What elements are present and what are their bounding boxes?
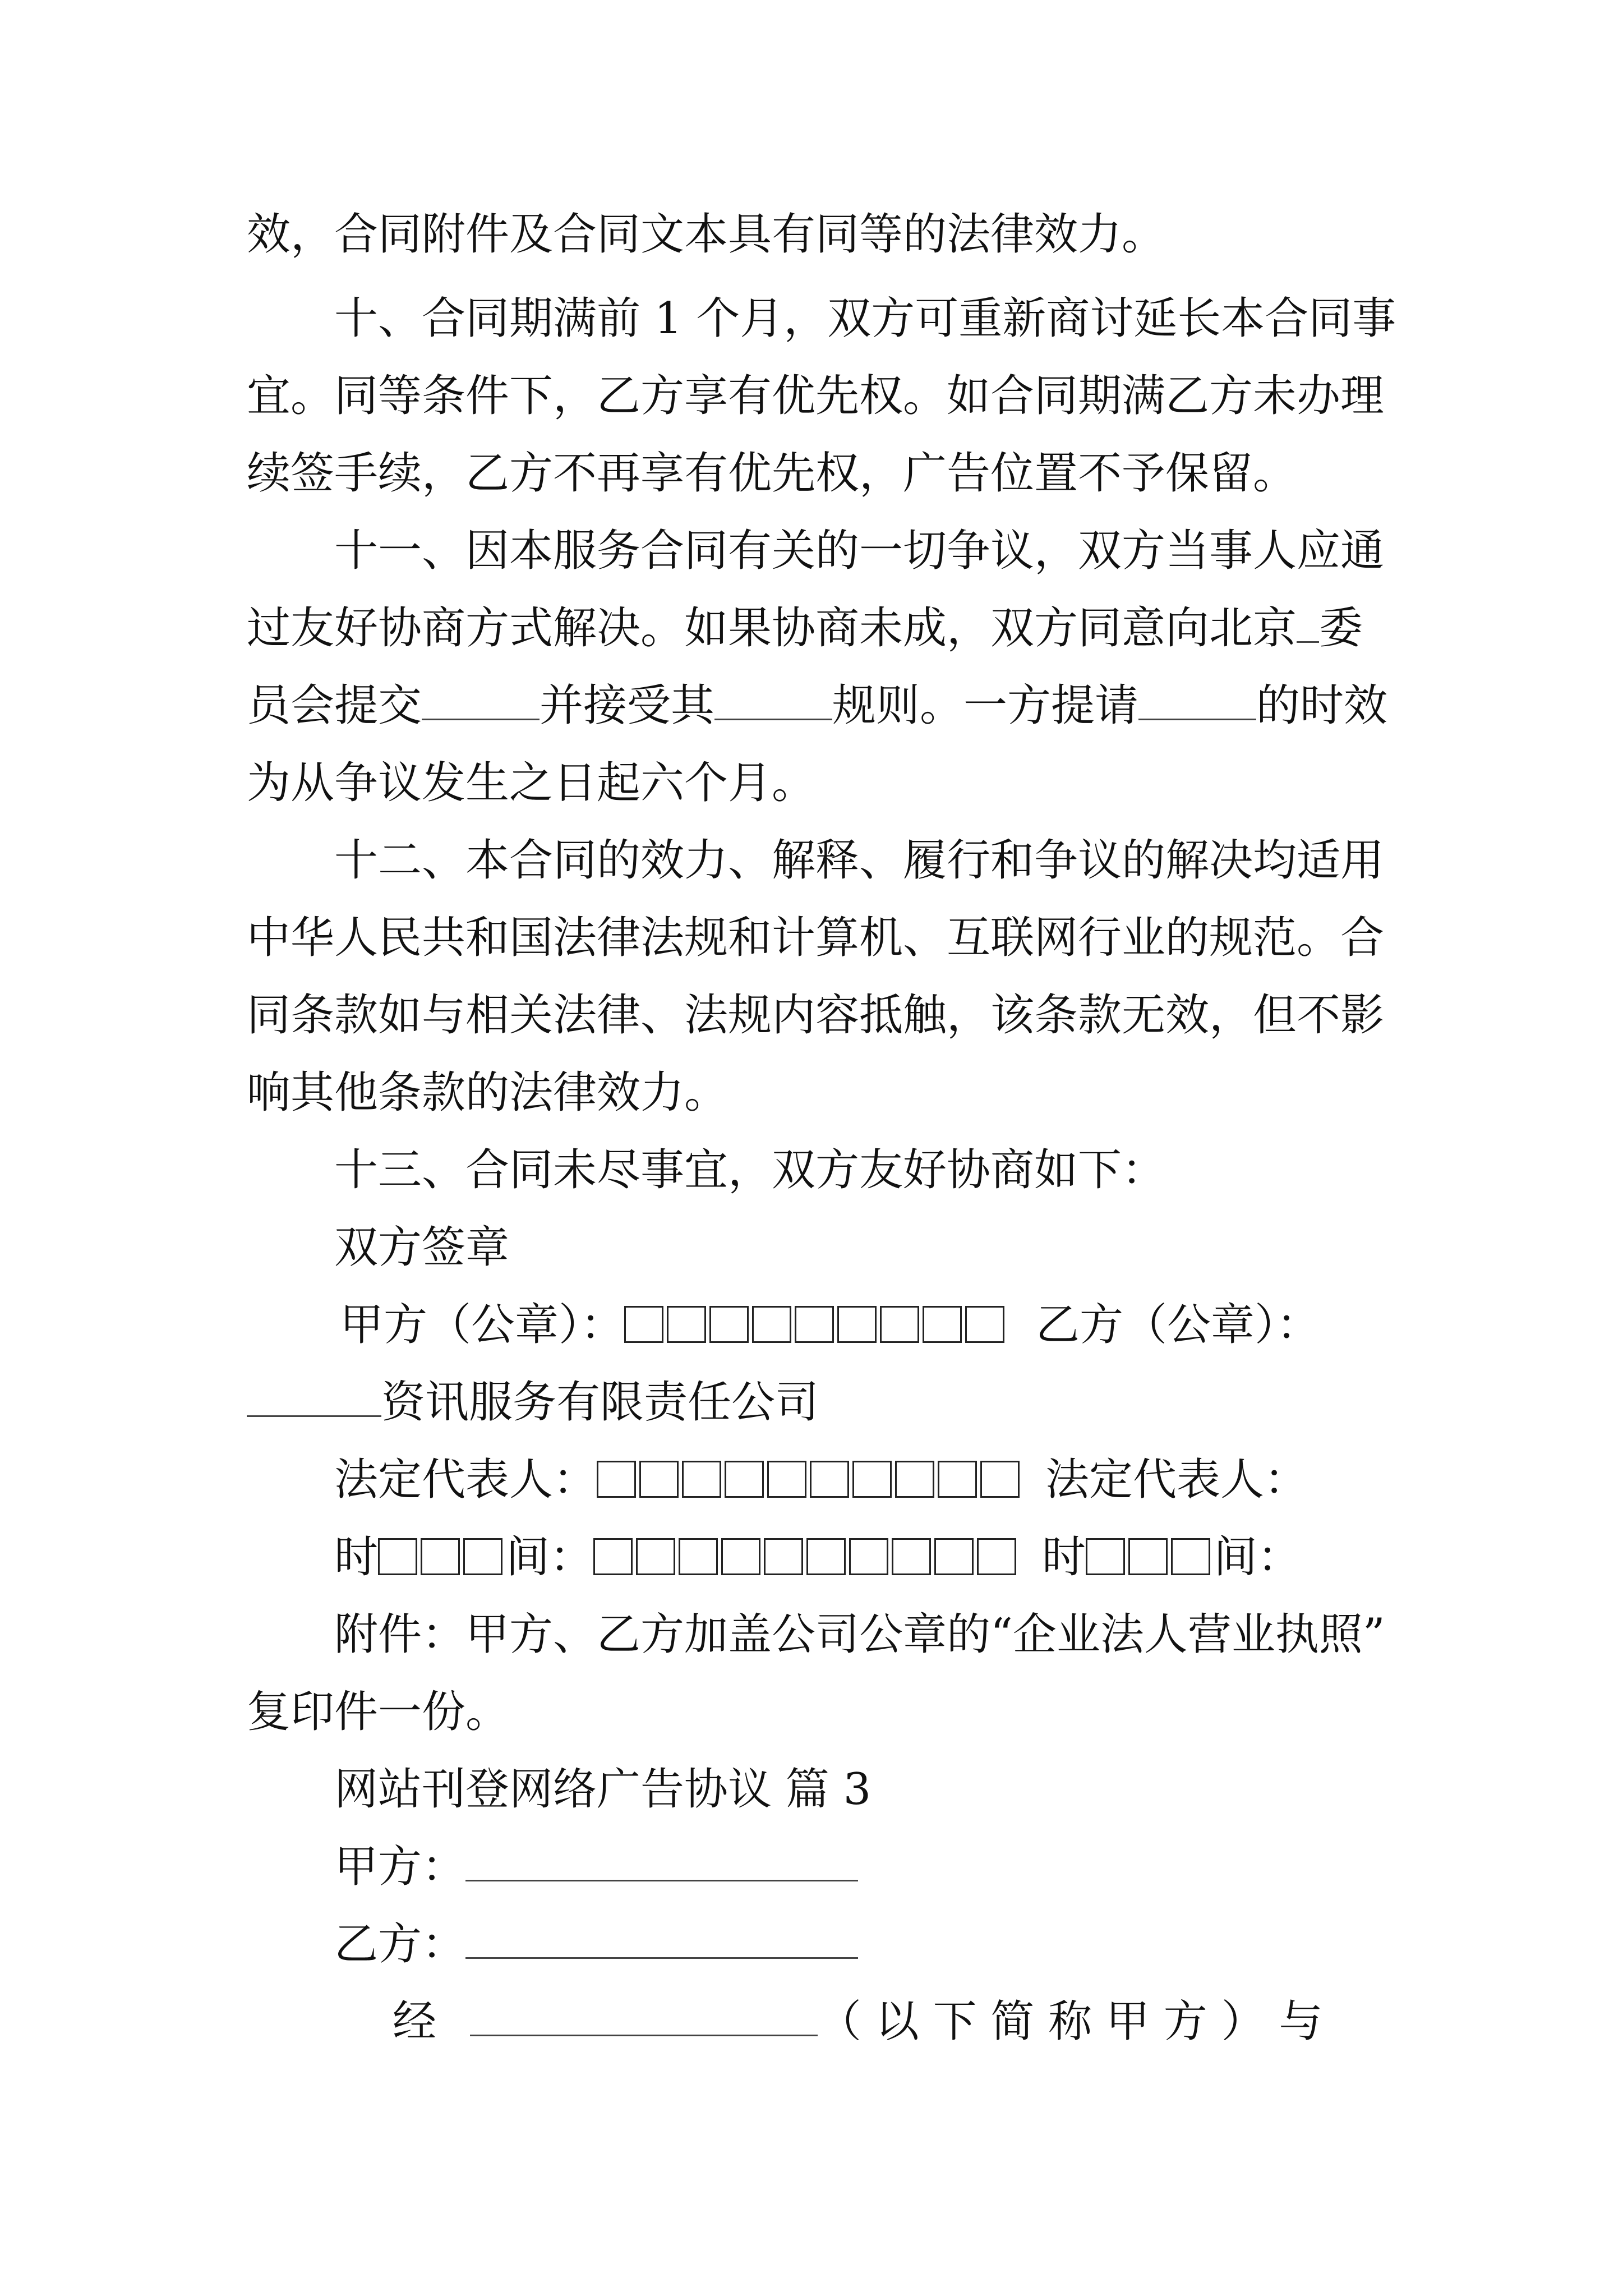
agreement-intro-text: （ 以 下 简 称 甲 方 ） 与 bbox=[818, 1996, 1323, 2047]
time-a-label: 间： bbox=[506, 1532, 594, 1582]
party-a-seal-line bbox=[340, 1298, 1320, 1352]
company-name: 资讯服务有限责任公司 bbox=[381, 1377, 819, 1428]
time-b-label: 间： bbox=[1214, 1532, 1302, 1582]
clause-12-line-1: 十二、本合同的效力、解释、履行和争议的解决均适用 bbox=[334, 835, 1385, 886]
legal-rep-b-label: 法定代表人： bbox=[1045, 1455, 1308, 1505]
clause-11-line-4: 为从争议发生之日起六个月。 bbox=[247, 758, 816, 808]
blank-underline bbox=[465, 1841, 858, 1881]
placeholder-boxes bbox=[378, 1532, 506, 1582]
time-line bbox=[334, 1530, 1301, 1584]
time-a-label: 时 bbox=[334, 1532, 379, 1582]
time-b-label: 时 bbox=[1042, 1532, 1086, 1582]
attachment-line-2: 复印件一份。 bbox=[247, 1687, 510, 1737]
clause-11-text: 规则。一方提请 bbox=[832, 680, 1139, 731]
signature-heading: 双方签章 bbox=[334, 1222, 510, 1273]
blank-underline bbox=[1297, 602, 1319, 643]
clause-11-line-1: 十一、因本服务合同有关的一切争议，双方当事人应通 bbox=[334, 526, 1385, 576]
party-b-label: 乙方： bbox=[334, 1919, 466, 1970]
blank-underline bbox=[714, 679, 832, 720]
clause-11-text: 的时效 bbox=[1256, 680, 1388, 731]
placeholder-boxes bbox=[593, 1532, 1020, 1582]
legal-rep-a-label: 法定代表人： bbox=[334, 1455, 597, 1505]
legal-rep-line bbox=[334, 1453, 1308, 1507]
attachment-line-1: 附件：甲方、乙方加盖公司公章的“企业法人营业执照” bbox=[334, 1609, 1385, 1660]
party-b-line bbox=[334, 1917, 858, 1971]
agreement-intro-line bbox=[393, 1995, 1322, 2049]
party-a-line bbox=[334, 1840, 858, 1894]
clause-11-text: 委 bbox=[1319, 603, 1363, 654]
clause-12-line-3: 同条款如与相关法律、法规内容抵触，该条款无效，但不影 bbox=[247, 990, 1385, 1041]
placeholder-boxes bbox=[1086, 1532, 1214, 1582]
clause-11-text: 过友好协商方式解决。如果协商未成，双方同意向北京 bbox=[247, 603, 1297, 654]
clause-11-line-2 bbox=[247, 601, 1363, 655]
placeholder-boxes bbox=[624, 1300, 1008, 1350]
section-heading: 网站刊登网络广告协议 篇 3 bbox=[334, 1764, 872, 1815]
placeholder-boxes bbox=[597, 1455, 1023, 1505]
clause-12-line-4: 响其他条款的法律效力。 bbox=[247, 1068, 728, 1118]
blank-underline bbox=[247, 1376, 381, 1417]
clause-11-text: 员会提交 bbox=[247, 680, 422, 731]
paragraph-line: 效，合同附件及合同文本具有同等的法律效力。 bbox=[247, 209, 1166, 260]
party-b-seal-label: 乙方（公章）： bbox=[1036, 1300, 1321, 1350]
blank-underline bbox=[422, 679, 540, 720]
party-a-seal-label: 甲方（公章）： bbox=[340, 1300, 625, 1350]
blank-underline bbox=[470, 1995, 818, 2036]
clause-10-line-3: 续签手续，乙方不再享有优先权，广告位置不予保留。 bbox=[247, 448, 1297, 499]
blank-underline bbox=[465, 1918, 858, 1959]
clause-13: 十三、合同未尽事宜，双方友好协商如下： bbox=[334, 1145, 1166, 1195]
clause-10-line-1: 十、合同期满前 1 个月，双方可重新商讨延长本合同事 bbox=[334, 293, 1396, 344]
party-a-label: 甲方： bbox=[334, 1842, 466, 1892]
company-line bbox=[247, 1375, 819, 1429]
blank-underline bbox=[1138, 679, 1256, 720]
agreement-intro-text: 经 bbox=[393, 1996, 437, 2047]
clause-11-text: 并接受其 bbox=[540, 680, 715, 731]
clause-11-line-3 bbox=[247, 679, 1387, 733]
clause-10-line-2: 宜。同等条件下，乙方享有优先权。如合同期满乙方未办理 bbox=[247, 371, 1385, 421]
clause-12-line-2: 中华人民共和国法律法规和计算机、互联网行业的规范。合 bbox=[247, 913, 1385, 963]
